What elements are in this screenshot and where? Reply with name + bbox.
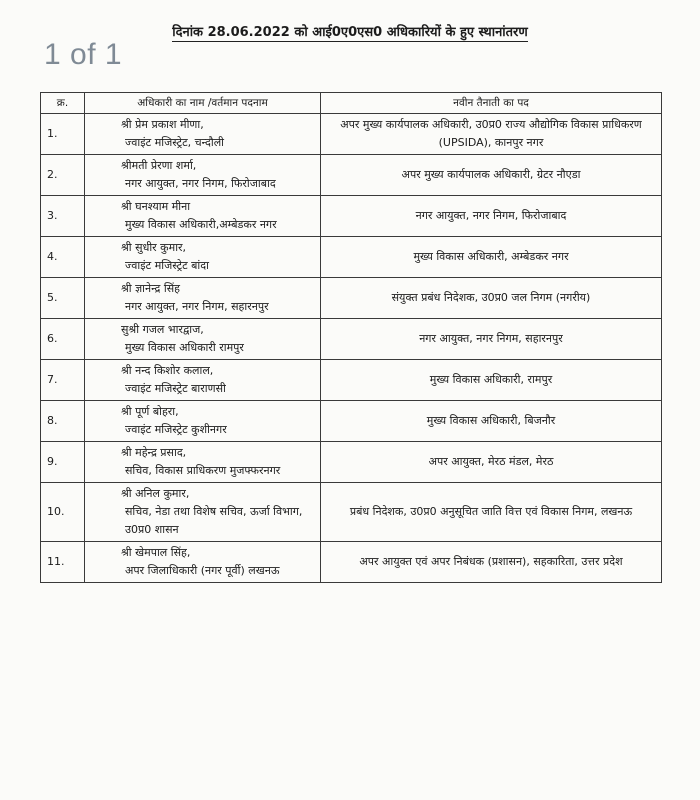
serial-number: 2. [41, 155, 85, 196]
officer-name: श्री घनश्याम मीना [121, 200, 191, 213]
current-designation-continued: उ0प्र0 शासन [125, 523, 179, 536]
new-posting: मुख्य विकास अधिकारी, रामपुर [321, 360, 662, 401]
table-row [41, 442, 662, 483]
table-body [41, 114, 662, 583]
table-row [41, 114, 662, 155]
header-new-post: नवीन तैनाती का पद [321, 93, 662, 114]
officer-cell [85, 196, 321, 237]
new-posting: मुख्य विकास अधिकारी, बिजनौर [321, 401, 662, 442]
serial-number: 6. [41, 319, 85, 360]
officer-cell [85, 114, 321, 155]
serial-number: 8. [41, 401, 85, 442]
officer-cell [85, 237, 321, 278]
table-row [41, 196, 662, 237]
current-designation: सचिव, विकास प्राधिकरण मुजफ्फरनगर [125, 464, 281, 477]
document-title-text: दिनांक 28.06.2022 को आई0ए0एस0 अधिकारियों के हुए स्थानांतरण [172, 25, 528, 40]
table-row [41, 319, 662, 360]
officer-cell [85, 483, 321, 542]
table-header-row [41, 93, 662, 114]
new-posting: अपर मुख्य कार्यपालक अधिकारी, ग्रेटर नौएडा [321, 155, 662, 196]
current-designation: ज्वाइंट मजिस्ट्रेट कुशीनगर [125, 423, 227, 436]
officer-name: श्रीमती प्रेरणा शर्मा, [121, 159, 197, 172]
new-posting: अपर आयुक्त एवं अपर निबंधक (प्रशासन), सहकारिता, उत्तर प्रदेश [321, 542, 662, 583]
current-designation: सचिव, नेडा तथा विशेष सचिव, ऊर्जा विभाग, [125, 505, 303, 518]
officer-cell [85, 360, 321, 401]
serial-number: 4. [41, 237, 85, 278]
officer-name: श्री अनिल कुमार, [121, 487, 190, 500]
officer-name: श्री ज्ञानेन्द्र सिंह [121, 282, 181, 295]
officer-name: श्री महेन्द्र प्रसाद, [121, 446, 187, 459]
serial-number: 9. [41, 442, 85, 483]
table-row [41, 542, 662, 583]
officer-cell [85, 278, 321, 319]
header-officer-name: अधिकारी का नाम /वर्तमान पदनाम [85, 93, 321, 114]
current-designation: ज्वाइंट मजिस्ट्रेट बाराणसी [125, 382, 226, 395]
new-posting: अपर मुख्य कार्यपालक अधिकारी, उ0प्र0 राज्य औद्योगिक विकास प्राधिकरण (UPSIDA), कानपुर नगर [321, 114, 662, 155]
officer-cell [85, 401, 321, 442]
officer-name: श्री नन्द किशोर कलाल, [121, 364, 214, 377]
officer-cell [85, 542, 321, 583]
table-row [41, 237, 662, 278]
serial-number: 3. [41, 196, 85, 237]
table-row [41, 401, 662, 442]
new-posting: नगर आयुक्त, नगर निगम, सहारनपुर [321, 319, 662, 360]
serial-number: 11. [41, 542, 85, 583]
transfer-table [40, 92, 662, 583]
officer-name: सुश्री गजल भारद्वाज, [121, 323, 204, 336]
officer-name: श्री पूर्ण बोहरा, [121, 405, 179, 418]
table-row [41, 360, 662, 401]
serial-number: 7. [41, 360, 85, 401]
current-designation: नगर आयुक्त, नगर निगम, सहारनपुर [125, 300, 269, 313]
table-row [41, 483, 662, 542]
current-designation: नगर आयुक्त, नगर निगम, फिरोजाबाद [125, 177, 276, 190]
new-posting: अपर आयुक्त, मेरठ मंडल, मेरठ [321, 442, 662, 483]
current-designation: अपर जिलाधिकारी (नगर पूर्वी) लखनऊ [125, 564, 280, 577]
serial-number: 1. [41, 114, 85, 155]
new-posting: संयुक्त प्रबंध निदेशक, उ0प्र0 जल निगम (नगरीय) [321, 278, 662, 319]
new-posting: नगर आयुक्त, नगर निगम, फिरोजाबाद [321, 196, 662, 237]
table-row [41, 278, 662, 319]
serial-number: 5. [41, 278, 85, 319]
current-designation: ज्वाइंट मजिस्ट्रेट, चन्दौली [125, 136, 225, 149]
new-posting: मुख्य विकास अधिकारी, अम्बेडकर नगर [321, 237, 662, 278]
document-title [0, 22, 700, 40]
table-row [41, 155, 662, 196]
officer-cell [85, 155, 321, 196]
current-designation: मुख्य विकास अधिकारी रामपुर [125, 341, 244, 354]
officer-name: श्री खेमपाल सिंह, [121, 546, 191, 559]
header-serial: क्र. [41, 93, 85, 114]
officer-name: श्री प्रेम प्रकाश मीणा, [121, 118, 204, 131]
serial-number: 10. [41, 483, 85, 542]
officer-name: श्री सुधीर कुमार, [121, 241, 187, 254]
current-designation: मुख्य विकास अधिकारी,अम्बेडकर नगर [125, 218, 277, 231]
new-posting: प्रबंध निदेशक, उ0प्र0 अनुसूचित जाति वित्त एवं विकास निगम, लखनऊ [321, 483, 662, 542]
officer-cell [85, 442, 321, 483]
current-designation: ज्वाइंट मजिस्ट्रेट बांदा [125, 259, 209, 272]
officer-cell [85, 319, 321, 360]
page-counter: 1 of 1 [44, 38, 123, 71]
